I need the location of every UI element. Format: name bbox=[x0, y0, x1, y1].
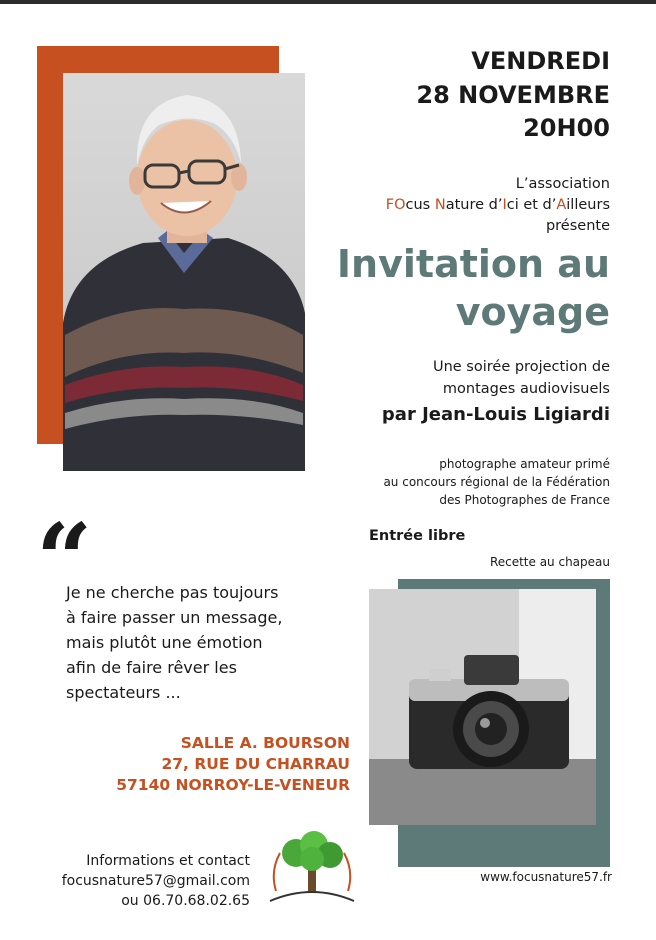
quote-text bbox=[66, 580, 346, 705]
date-time: 20H00 bbox=[523, 114, 610, 142]
association-name-part: cus bbox=[405, 197, 435, 213]
association-name bbox=[386, 195, 610, 216]
venue-city: 57140 NORROY-LE-VENEUR bbox=[116, 776, 350, 794]
association-intro: L’association bbox=[515, 176, 610, 192]
association-name-part: ature d’ bbox=[445, 197, 503, 213]
camera-illustration bbox=[369, 589, 596, 825]
contact-phone[interactable]: ou 06.70.68.02.65 bbox=[121, 893, 250, 909]
top-border bbox=[0, 0, 656, 4]
quote-line: mais plutôt une émotion bbox=[66, 633, 263, 652]
quote-mark-icon: “ bbox=[36, 503, 93, 618]
focus-nature-logo bbox=[266, 831, 358, 907]
association-presents: présente bbox=[545, 218, 610, 234]
date-day: VENDREDI bbox=[471, 47, 610, 75]
association-name-part: N bbox=[434, 197, 446, 213]
quote-line: spectateurs ... bbox=[66, 683, 181, 702]
tree-logo-icon bbox=[266, 831, 358, 907]
association-name-part: ci et d’ bbox=[506, 197, 557, 213]
contact-title: Informations et contact bbox=[86, 853, 250, 869]
camera-photo bbox=[369, 589, 596, 825]
description-line1: photographe amateur primé bbox=[439, 457, 610, 471]
portrait-photo bbox=[63, 73, 305, 471]
description-line3: des Photographes de France bbox=[439, 493, 610, 507]
description-line2: au concours régional de la Fédération bbox=[383, 475, 610, 489]
association-name-part: I bbox=[502, 197, 507, 213]
association-name-part: A bbox=[556, 197, 567, 213]
venue-name: SALLE A. BOURSON bbox=[180, 734, 350, 752]
website-link[interactable]: www.focusnature57.fr bbox=[480, 870, 612, 884]
free-entry-label: Entrée libre bbox=[369, 528, 466, 544]
portrait-illustration bbox=[63, 73, 305, 471]
association-name-part: FO bbox=[385, 197, 406, 213]
date-day-month: 28 NOVEMBRE bbox=[416, 81, 610, 109]
quote-line: à faire passer un message, bbox=[66, 608, 283, 627]
event-title-line2: voyage bbox=[455, 290, 610, 334]
subtitle-line1: Une soirée projection de bbox=[432, 359, 610, 375]
quote-line: Je ne cherche pas toujours bbox=[66, 583, 279, 602]
event-title-line1: Invitation au bbox=[336, 242, 610, 286]
association-name-part: illeurs bbox=[566, 197, 610, 213]
quote-line: afin de faire rêver les bbox=[66, 658, 237, 677]
venue-street: 27, RUE DU CHARRAU bbox=[161, 755, 350, 773]
subtitle-line2: montages audiovisuels bbox=[442, 381, 610, 397]
contact-email[interactable]: focusnature57@gmail.com bbox=[61, 873, 250, 889]
recette-label: Recette au chapeau bbox=[489, 555, 610, 569]
author-name: par Jean-Louis Ligiardi bbox=[381, 404, 610, 425]
